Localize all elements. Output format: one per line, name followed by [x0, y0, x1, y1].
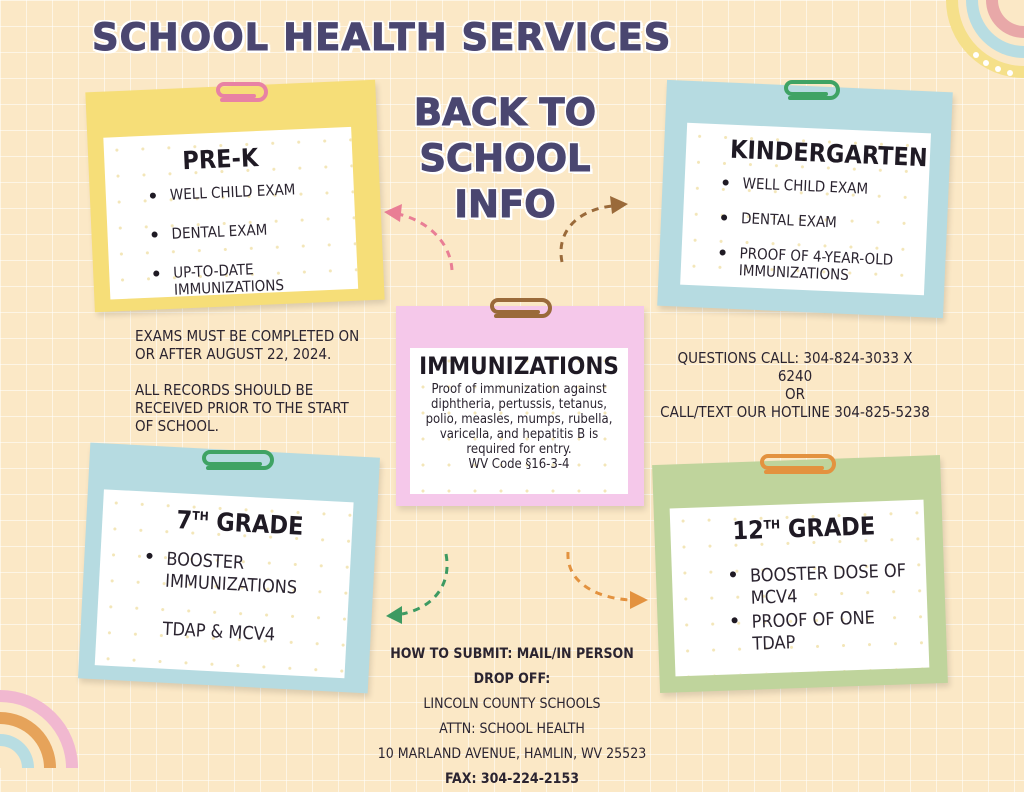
paperclip-icon [776, 74, 846, 106]
subtitle-line: SCHOOL [419, 137, 591, 180]
paperclip-icon [208, 78, 272, 108]
submit-address-line: ATTN: SCHOOL HEALTH [439, 721, 585, 737]
paperclip-icon [752, 448, 842, 480]
fax-number: FAX: 304-224-2153 [445, 771, 579, 787]
seventh-grade-note [78, 443, 380, 694]
grade-number: 7 [175, 505, 193, 535]
list-item: DENTAL EXAM [719, 209, 924, 235]
list-item: WELL CHILD EXAM [148, 179, 345, 205]
immunizations-card [410, 348, 628, 494]
contact-or: OR [785, 385, 805, 403]
hotline-phone: CALL/TEXT OUR HOTLINE 304-825-5238 [660, 403, 930, 421]
paperclip-icon [482, 292, 558, 324]
rainbow-decoration-top-right [940, 0, 1024, 90]
twelfth-grade-heading [732, 511, 876, 545]
seventh-grade-heading [176, 505, 304, 541]
rainbow-decoration-bottom-left [0, 690, 90, 768]
subtitle-line: INFO [454, 183, 556, 226]
grade-suffix: TH [763, 517, 781, 532]
twelfth-grade-note [652, 455, 948, 693]
records-deadline: ALL RECORDS SHOULD BE RECEIVED PRIOR TO THE START OF SCHOOL. [135, 381, 349, 435]
kindergarten-heading: KINDERGARTEN [729, 134, 929, 173]
seventh-grade-extra: TDAP & MCV4 [162, 618, 276, 646]
seventh-grade-list [143, 548, 341, 602]
paperclip-icon [194, 444, 280, 476]
immunizations-code: WV Code §16-3-4 [468, 457, 570, 472]
prek-card [103, 127, 358, 300]
arrow-to-twelfth [560, 548, 652, 612]
exams-note [135, 327, 360, 435]
contact-info [660, 349, 930, 421]
arrow-to-kindergarten [552, 192, 632, 267]
page-title: SCHOOL HEALTH SERVICES [92, 16, 672, 59]
prek-note [85, 80, 384, 312]
list-item: PROOF OF ONE TDAP [729, 606, 910, 656]
submit-address-line: LINCOLN COUNTY SCHOOLS [423, 696, 601, 712]
grade-word: GRADE [215, 507, 305, 541]
kindergarten-list [716, 174, 924, 287]
prek-heading: PRE-K [181, 142, 259, 176]
grade-suffix: TH [191, 508, 210, 524]
kindergarten-note [657, 80, 953, 318]
arrow-to-seventh [380, 550, 460, 630]
grade-number: 12 [731, 515, 765, 546]
immunizations-note [396, 306, 644, 506]
grade-word: GRADE [787, 511, 876, 544]
immunizations-heading: IMMUNIZATIONS [419, 352, 619, 380]
list-item: WELL CHILD EXAM [720, 174, 925, 200]
exams-deadline: EXAMS MUST BE COMPLETED ON OR AFTER AUGUST 22, 2024. [135, 327, 360, 363]
seventh-grade-card [95, 489, 354, 678]
subtitle-line: BACK TO [413, 91, 597, 134]
submit-address-line: 10 MARLAND AVENUE, HAMLIN, WV 25523 [377, 746, 647, 762]
immunizations-body: Proof of immunization against diphtheria, pertussis, tetanus, polio, measles, mumps, rubella, varicella, and hepatitis B is required for entry. [425, 382, 613, 457]
list-item: BOOSTER IMMUNIZATIONS [143, 548, 341, 602]
list-item: BOOSTER DOSE OF MCV4 [728, 560, 909, 610]
list-item: UP-TO-DATE IMMUNIZATIONS [151, 257, 348, 300]
kindergarten-card [680, 123, 931, 295]
list-item: PROOF OF 4-YEAR-OLD IMMUNIZATIONS [716, 244, 921, 287]
questions-phone: QUESTIONS CALL: 304-824-3033 X 6240 [677, 349, 913, 385]
submission-info [370, 642, 654, 792]
list-item: DENTAL EXAM [149, 218, 346, 244]
twelfth-grade-list [728, 560, 911, 656]
submit-heading: HOW TO SUBMIT: MAIL/IN PERSON DROP OFF: [390, 646, 634, 687]
prek-list [148, 179, 349, 299]
twelfth-grade-card [670, 500, 930, 677]
arrow-to-prek [380, 200, 460, 275]
